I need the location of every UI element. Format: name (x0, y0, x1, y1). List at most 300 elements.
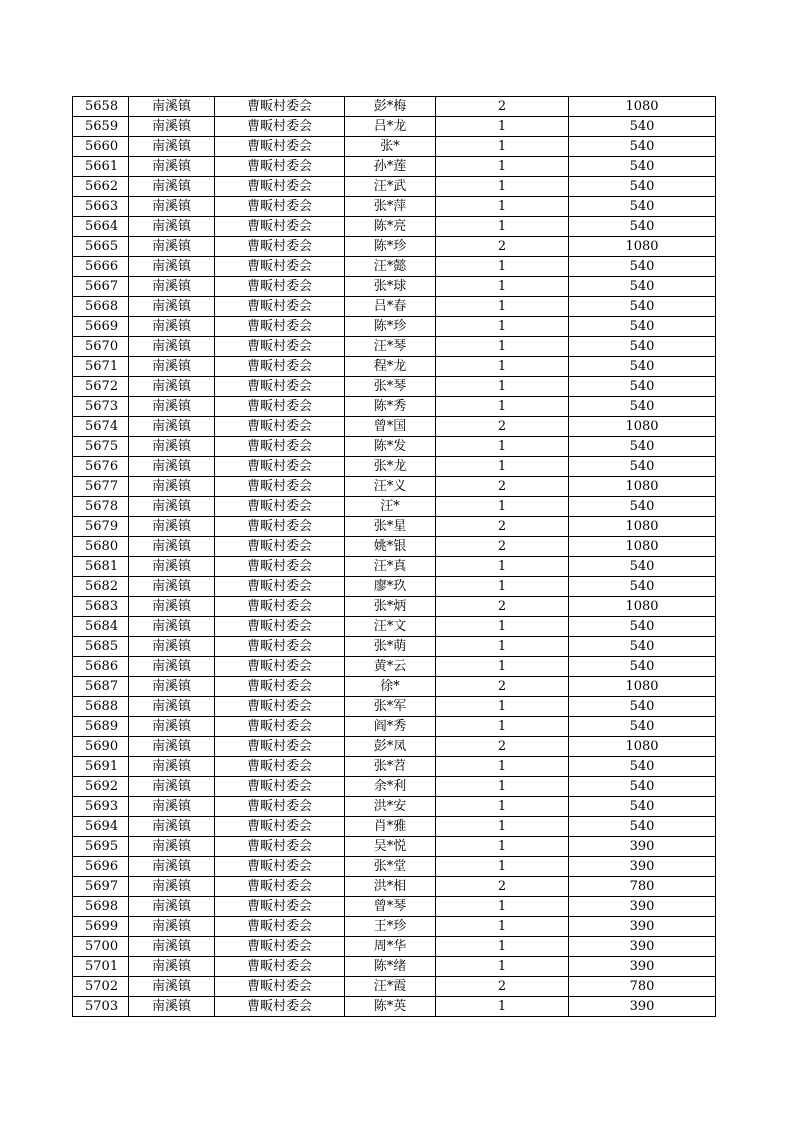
town-cell: 南溪镇 (129, 357, 215, 377)
amount-cell: 390 (569, 857, 716, 877)
village-committee-cell: 曹畈村委会 (215, 657, 345, 677)
table-row (73, 657, 716, 677)
town-cell: 南溪镇 (129, 677, 215, 697)
count-cell: 1 (436, 337, 569, 357)
town-cell: 南溪镇 (129, 237, 215, 257)
village-committee-cell: 曹畈村委会 (215, 757, 345, 777)
table-row (73, 237, 716, 257)
village-committee-cell: 曹畈村委会 (215, 697, 345, 717)
count-cell: 1 (436, 557, 569, 577)
amount-cell: 390 (569, 917, 716, 937)
name-cell: 张*萍 (345, 197, 436, 217)
amount-cell: 540 (569, 437, 716, 457)
amount-cell: 540 (569, 637, 716, 657)
town-cell: 南溪镇 (129, 417, 215, 437)
amount-cell: 540 (569, 817, 716, 837)
table-row (73, 697, 716, 717)
row-number-cell: 5663 (73, 197, 129, 217)
town-cell: 南溪镇 (129, 557, 215, 577)
table-row (73, 457, 716, 477)
row-number-cell: 5681 (73, 557, 129, 577)
table-row (73, 197, 716, 217)
table-row (73, 537, 716, 557)
table-row (73, 577, 716, 597)
count-cell: 1 (436, 257, 569, 277)
row-number-cell: 5692 (73, 777, 129, 797)
table-row (73, 377, 716, 397)
name-cell: 张*军 (345, 697, 436, 717)
name-cell: 王*珍 (345, 917, 436, 937)
name-cell: 程*龙 (345, 357, 436, 377)
row-number-cell: 5691 (73, 757, 129, 777)
count-cell: 1 (436, 397, 569, 417)
village-committee-cell: 曹畈村委会 (215, 357, 345, 377)
town-cell: 南溪镇 (129, 717, 215, 737)
name-cell: 徐* (345, 677, 436, 697)
table-row (73, 337, 716, 357)
town-cell: 南溪镇 (129, 337, 215, 357)
village-committee-cell: 曹畈村委会 (215, 717, 345, 737)
village-committee-cell: 曹畈村委会 (215, 737, 345, 757)
row-number-cell: 5672 (73, 377, 129, 397)
amount-cell: 540 (569, 697, 716, 717)
village-committee-cell: 曹畈村委会 (215, 997, 345, 1017)
table-row (73, 717, 716, 737)
row-number-cell: 5676 (73, 457, 129, 477)
village-committee-cell: 曹畈村委会 (215, 497, 345, 517)
row-number-cell: 5695 (73, 837, 129, 857)
table-row (73, 997, 716, 1017)
town-cell: 南溪镇 (129, 697, 215, 717)
amount-cell: 540 (569, 497, 716, 517)
village-committee-cell: 曹畈村委会 (215, 837, 345, 857)
town-cell: 南溪镇 (129, 797, 215, 817)
amount-cell: 390 (569, 837, 716, 857)
village-committee-cell: 曹畈村委会 (215, 117, 345, 137)
name-cell: 廖*玖 (345, 577, 436, 597)
table-row (73, 157, 716, 177)
table-row (73, 297, 716, 317)
amount-cell: 1080 (569, 97, 716, 117)
name-cell: 张*星 (345, 517, 436, 537)
row-number-cell: 5661 (73, 157, 129, 177)
town-cell: 南溪镇 (129, 457, 215, 477)
name-cell: 周*华 (345, 937, 436, 957)
row-number-cell: 5702 (73, 977, 129, 997)
name-cell: 汪*懿 (345, 257, 436, 277)
village-committee-cell: 曹畈村委会 (215, 417, 345, 437)
town-cell: 南溪镇 (129, 997, 215, 1017)
table-row (73, 397, 716, 417)
town-cell: 南溪镇 (129, 397, 215, 417)
amount-cell: 390 (569, 937, 716, 957)
row-number-cell: 5701 (73, 957, 129, 977)
row-number-cell: 5690 (73, 737, 129, 757)
row-number-cell: 5699 (73, 917, 129, 937)
amount-cell: 540 (569, 717, 716, 737)
row-number-cell: 5673 (73, 397, 129, 417)
row-number-cell: 5685 (73, 637, 129, 657)
row-number-cell: 5674 (73, 417, 129, 437)
town-cell: 南溪镇 (129, 437, 215, 457)
name-cell: 汪*武 (345, 177, 436, 197)
count-cell: 1 (436, 217, 569, 237)
town-cell: 南溪镇 (129, 377, 215, 397)
name-cell: 陈*绪 (345, 957, 436, 977)
name-cell: 彭*凤 (345, 737, 436, 757)
row-number-cell: 5666 (73, 257, 129, 277)
count-cell: 2 (436, 537, 569, 557)
name-cell: 姚*银 (345, 537, 436, 557)
amount-cell: 540 (569, 177, 716, 197)
village-committee-cell: 曹畈村委会 (215, 97, 345, 117)
name-cell: 张*炳 (345, 597, 436, 617)
row-number-cell: 5675 (73, 437, 129, 457)
name-cell: 吕*春 (345, 297, 436, 317)
count-cell: 1 (436, 697, 569, 717)
count-cell: 1 (436, 897, 569, 917)
name-cell: 汪*真 (345, 557, 436, 577)
table-row (73, 477, 716, 497)
amount-cell: 540 (569, 337, 716, 357)
village-committee-cell: 曹畈村委会 (215, 957, 345, 977)
table-row (73, 417, 716, 437)
count-cell: 2 (436, 237, 569, 257)
village-committee-cell: 曹畈村委会 (215, 557, 345, 577)
row-number-cell: 5671 (73, 357, 129, 377)
row-number-cell: 5669 (73, 317, 129, 337)
count-cell: 1 (436, 777, 569, 797)
count-cell: 1 (436, 937, 569, 957)
table-row (73, 257, 716, 277)
count-cell: 1 (436, 837, 569, 857)
row-number-cell: 5664 (73, 217, 129, 237)
name-cell: 陈*秀 (345, 397, 436, 417)
amount-cell: 780 (569, 877, 716, 897)
count-cell: 1 (436, 437, 569, 457)
village-committee-cell: 曹畈村委会 (215, 877, 345, 897)
count-cell: 1 (436, 757, 569, 777)
table-row (73, 897, 716, 917)
count-cell: 2 (436, 737, 569, 757)
count-cell: 1 (436, 577, 569, 597)
row-number-cell: 5668 (73, 297, 129, 317)
name-cell: 汪*琴 (345, 337, 436, 357)
village-committee-cell: 曹畈村委会 (215, 797, 345, 817)
amount-cell: 1080 (569, 597, 716, 617)
amount-cell: 540 (569, 577, 716, 597)
table-row (73, 917, 716, 937)
row-number-cell: 5682 (73, 577, 129, 597)
name-cell: 张*龙 (345, 457, 436, 477)
town-cell: 南溪镇 (129, 317, 215, 337)
town-cell: 南溪镇 (129, 97, 215, 117)
row-number-cell: 5693 (73, 797, 129, 817)
amount-cell: 540 (569, 197, 716, 217)
count-cell: 2 (436, 517, 569, 537)
town-cell: 南溪镇 (129, 937, 215, 957)
name-cell: 张*琴 (345, 377, 436, 397)
row-number-cell: 5697 (73, 877, 129, 897)
amount-cell: 540 (569, 617, 716, 637)
town-cell: 南溪镇 (129, 637, 215, 657)
village-committee-cell: 曹畈村委会 (215, 237, 345, 257)
village-committee-cell: 曹畈村委会 (215, 377, 345, 397)
amount-cell: 540 (569, 217, 716, 237)
row-number-cell: 5683 (73, 597, 129, 617)
table-row (73, 117, 716, 137)
row-number-cell: 5700 (73, 937, 129, 957)
amount-cell: 540 (569, 117, 716, 137)
town-cell: 南溪镇 (129, 957, 215, 977)
amount-cell: 1080 (569, 237, 716, 257)
town-cell: 南溪镇 (129, 297, 215, 317)
name-cell: 吴*悦 (345, 837, 436, 857)
village-committee-cell: 曹畈村委会 (215, 317, 345, 337)
table-row (73, 957, 716, 977)
village-committee-cell: 曹畈村委会 (215, 597, 345, 617)
village-committee-cell: 曹畈村委会 (215, 937, 345, 957)
table-row (73, 597, 716, 617)
amount-cell: 1080 (569, 517, 716, 537)
village-committee-cell: 曹畈村委会 (215, 477, 345, 497)
table-row (73, 837, 716, 857)
town-cell: 南溪镇 (129, 837, 215, 857)
amount-cell: 1080 (569, 677, 716, 697)
amount-cell: 540 (569, 317, 716, 337)
row-number-cell: 5662 (73, 177, 129, 197)
table-row (73, 517, 716, 537)
name-cell: 曾*琴 (345, 897, 436, 917)
row-number-cell: 5667 (73, 277, 129, 297)
town-cell: 南溪镇 (129, 897, 215, 917)
count-cell: 1 (436, 497, 569, 517)
town-cell: 南溪镇 (129, 857, 215, 877)
village-committee-cell: 曹畈村委会 (215, 897, 345, 917)
count-cell: 1 (436, 277, 569, 297)
name-cell: 吕*龙 (345, 117, 436, 137)
count-cell: 1 (436, 957, 569, 977)
village-committee-cell: 曹畈村委会 (215, 577, 345, 597)
name-cell: 张*堂 (345, 857, 436, 877)
village-committee-cell: 曹畈村委会 (215, 217, 345, 237)
count-cell: 1 (436, 917, 569, 937)
village-committee-cell: 曹畈村委会 (215, 857, 345, 877)
table-row (73, 437, 716, 457)
count-cell: 1 (436, 637, 569, 657)
table-row (73, 97, 716, 117)
name-cell: 张* (345, 137, 436, 157)
table-body (73, 97, 716, 1017)
town-cell: 南溪镇 (129, 117, 215, 137)
village-committee-cell: 曹畈村委会 (215, 517, 345, 537)
row-number-cell: 5670 (73, 337, 129, 357)
village-committee-cell: 曹畈村委会 (215, 257, 345, 277)
amount-cell: 1080 (569, 537, 716, 557)
count-cell: 1 (436, 717, 569, 737)
name-cell: 洪*安 (345, 797, 436, 817)
table-row (73, 777, 716, 797)
amount-cell: 540 (569, 797, 716, 817)
row-number-cell: 5703 (73, 997, 129, 1017)
count-cell: 1 (436, 457, 569, 477)
table-row (73, 177, 716, 197)
village-committee-cell: 曹畈村委会 (215, 397, 345, 417)
count-cell: 1 (436, 377, 569, 397)
name-cell: 汪*霞 (345, 977, 436, 997)
town-cell: 南溪镇 (129, 657, 215, 677)
row-number-cell: 5694 (73, 817, 129, 837)
count-cell: 2 (436, 97, 569, 117)
table-row (73, 637, 716, 657)
row-number-cell: 5684 (73, 617, 129, 637)
count-cell: 1 (436, 117, 569, 137)
row-number-cell: 5696 (73, 857, 129, 877)
village-committee-cell: 曹畈村委会 (215, 197, 345, 217)
town-cell: 南溪镇 (129, 477, 215, 497)
count-cell: 1 (436, 177, 569, 197)
count-cell: 2 (436, 417, 569, 437)
village-committee-cell: 曹畈村委会 (215, 817, 345, 837)
village-committee-cell: 曹畈村委会 (215, 437, 345, 457)
village-committee-cell: 曹畈村委会 (215, 137, 345, 157)
village-committee-cell: 曹畈村委会 (215, 637, 345, 657)
town-cell: 南溪镇 (129, 577, 215, 597)
amount-cell: 540 (569, 297, 716, 317)
name-cell: 孙*莲 (345, 157, 436, 177)
amount-cell: 540 (569, 657, 716, 677)
amount-cell: 540 (569, 377, 716, 397)
name-cell: 陈*英 (345, 997, 436, 1017)
name-cell: 洪*相 (345, 877, 436, 897)
table-row (73, 217, 716, 237)
count-cell: 1 (436, 997, 569, 1017)
name-cell: 陈*发 (345, 437, 436, 457)
table-row (73, 737, 716, 757)
town-cell: 南溪镇 (129, 617, 215, 637)
amount-cell: 540 (569, 357, 716, 377)
amount-cell: 540 (569, 777, 716, 797)
town-cell: 南溪镇 (129, 817, 215, 837)
count-cell: 1 (436, 797, 569, 817)
count-cell: 2 (436, 677, 569, 697)
village-committee-cell: 曹畈村委会 (215, 277, 345, 297)
village-committee-cell: 曹畈村委会 (215, 337, 345, 357)
name-cell: 肖*雅 (345, 817, 436, 837)
town-cell: 南溪镇 (129, 197, 215, 217)
town-cell: 南溪镇 (129, 217, 215, 237)
village-committee-cell: 曹畈村委会 (215, 177, 345, 197)
name-cell: 张*球 (345, 277, 436, 297)
row-number-cell: 5698 (73, 897, 129, 917)
table-row (73, 857, 716, 877)
village-committee-cell: 曹畈村委会 (215, 157, 345, 177)
row-number-cell: 5688 (73, 697, 129, 717)
count-cell: 1 (436, 857, 569, 877)
count-cell: 1 (436, 617, 569, 637)
amount-cell: 390 (569, 897, 716, 917)
count-cell: 2 (436, 597, 569, 617)
village-committee-cell: 曹畈村委会 (215, 917, 345, 937)
name-cell: 张*萌 (345, 637, 436, 657)
name-cell: 汪* (345, 497, 436, 517)
count-cell: 1 (436, 817, 569, 837)
count-cell: 1 (436, 657, 569, 677)
row-number-cell: 5689 (73, 717, 129, 737)
amount-cell: 540 (569, 157, 716, 177)
count-cell: 1 (436, 197, 569, 217)
amount-cell: 540 (569, 457, 716, 477)
town-cell: 南溪镇 (129, 737, 215, 757)
town-cell: 南溪镇 (129, 597, 215, 617)
count-cell: 1 (436, 357, 569, 377)
count-cell: 1 (436, 317, 569, 337)
village-committee-cell: 曹畈村委会 (215, 537, 345, 557)
village-committee-cell: 曹畈村委会 (215, 777, 345, 797)
table-row (73, 677, 716, 697)
table-row (73, 357, 716, 377)
row-number-cell: 5687 (73, 677, 129, 697)
town-cell: 南溪镇 (129, 877, 215, 897)
table-row (73, 137, 716, 157)
row-number-cell: 5660 (73, 137, 129, 157)
town-cell: 南溪镇 (129, 257, 215, 277)
town-cell: 南溪镇 (129, 157, 215, 177)
table-row (73, 937, 716, 957)
name-cell: 阎*秀 (345, 717, 436, 737)
town-cell: 南溪镇 (129, 977, 215, 997)
amount-cell: 1080 (569, 737, 716, 757)
row-number-cell: 5658 (73, 97, 129, 117)
town-cell: 南溪镇 (129, 137, 215, 157)
town-cell: 南溪镇 (129, 177, 215, 197)
amount-cell: 780 (569, 977, 716, 997)
count-cell: 1 (436, 157, 569, 177)
table-row (73, 497, 716, 517)
name-cell: 陈*珍 (345, 237, 436, 257)
count-cell: 2 (436, 477, 569, 497)
amount-cell: 540 (569, 277, 716, 297)
row-number-cell: 5665 (73, 237, 129, 257)
town-cell: 南溪镇 (129, 537, 215, 557)
name-cell: 黄*云 (345, 657, 436, 677)
amount-cell: 390 (569, 997, 716, 1017)
table-row (73, 317, 716, 337)
count-cell: 2 (436, 877, 569, 897)
name-cell: 余*利 (345, 777, 436, 797)
name-cell: 彭*梅 (345, 97, 436, 117)
name-cell: 张*苕 (345, 757, 436, 777)
amount-cell: 540 (569, 397, 716, 417)
table-row (73, 977, 716, 997)
town-cell: 南溪镇 (129, 277, 215, 297)
count-cell: 2 (436, 977, 569, 997)
village-committee-cell: 曹畈村委会 (215, 677, 345, 697)
table-row (73, 817, 716, 837)
name-cell: 汪*文 (345, 617, 436, 637)
table-row (73, 797, 716, 817)
name-cell: 陈*珍 (345, 317, 436, 337)
row-number-cell: 5678 (73, 497, 129, 517)
amount-cell: 540 (569, 137, 716, 157)
amount-cell: 1080 (569, 477, 716, 497)
row-number-cell: 5677 (73, 477, 129, 497)
table-row (73, 277, 716, 297)
table-row (73, 877, 716, 897)
town-cell: 南溪镇 (129, 517, 215, 537)
row-number-cell: 5659 (73, 117, 129, 137)
table-row (73, 557, 716, 577)
